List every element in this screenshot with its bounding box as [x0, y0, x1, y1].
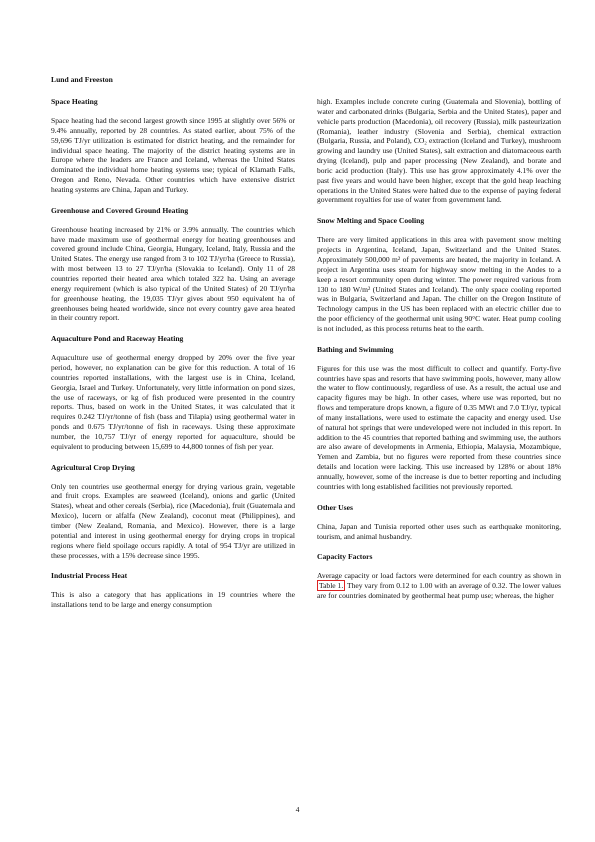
running-head: Lund and Freeston — [51, 75, 113, 84]
text-span: Average capacity or load factors were determined for each country as shown in — [317, 571, 561, 581]
section-aquaculture — [51, 334, 295, 451]
paragraph: There are very limited applications in this area with pavement snow melting projects in Argentina, Iceland, Japan, Switzerland and the United States. Approximately 500,000 m² of pavements are heated, the majority in Iceland. A project in Argentina uses steam for highway snow melting in the Andes to a keep a resort community open during winter. The power required various from 130 to 180 W/m² (United States and Iceland). The only space cooling reported was in Bulgaria, Switzerland and Japan. The chiller on the Oregon Institute of Technology campus in the US has been replaced with an electric chiller due to the poor efficiency of the geothermal unit using 90°C water. Heat pump cooling is not included, as this process returns heat to the earth. — [317, 235, 561, 333]
section-heading: Greenhouse and Covered Ground Heating — [51, 205, 189, 215]
section-heading: Capacity Factors — [317, 552, 373, 562]
section-snow-melting — [317, 216, 561, 333]
section-greenhouse-heating — [51, 206, 295, 323]
section-other-uses — [317, 503, 561, 542]
paragraph: Greenhouse heating increased by 21% or 3.9% annually. The countries which have made maximum use of geothermal energy for heating greenhouses and covered ground include China, Georgia, Hungary, Iceland, Italy, Russia and the United States. The energy use ranged from 3 to 102 TJ/yr/ha (Greece to Russia), with most between 13 to 27 TJ/yr/ha (Slovakia to Iceland). Only 11 of 28 countries reported their heated area which totaled 322 ha. Using an average energy requirement (which is also typical of the United States) of 20 TJ/yr/ha for greenhouse heating, the 19,035 TJ/yr gives about 950 equivalent ha of greenhouses being heated worldwide, since not every country gave area heated in their country report. — [51, 224, 295, 323]
section-bathing-swimming — [317, 345, 561, 492]
paragraph-continuation: high. Examples include concrete curing (Guatemala and Slovenia), bottling of water and carbonated drinks (Bulgaria, Serbia and the United States), paper and vehicle parts production (Macedonia), oil recovery (Russia), milk pasteurization (Romania), leather industry (Slovenia and Serbia), chemical extraction (Bulgaria, Russia, and Poland), CO₂ extraction (Iceland and Turkey), mushroom growing and laundry use (United States), salt extraction and diatomaceous earth drying (Iceland), pulp and paper processing (New Zealand), and borate and boric acid production (Italy). This use has grow approximately 4.1% over the past five years and would have been higher, except that the gold heap leaching operations in the United States were halted due to the expense of paying federal government royalties for use of water from government land. — [317, 97, 561, 205]
text-span: They vary from 0.12 to 1.00 with an average of 0.32. The lower values are for countries dominated by geothermal heat pump use; whereas, the higher — [317, 581, 561, 601]
section-capacity-factors — [317, 552, 561, 601]
section-heading: Snow Melting and Space Cooling — [317, 216, 425, 226]
paragraph: This is also a category that has applications in 19 countries where the installations tend to be large and energy consumption — [51, 590, 295, 610]
paragraph: China, Japan and Tunisia reported other uses such as earthquake monitoring, tourism, and animal husbandry. — [317, 521, 561, 541]
section-crop-drying — [51, 463, 295, 561]
section-heading: Bathing and Swimming — [317, 344, 394, 354]
table-1-link[interactable]: Table 1. — [319, 581, 344, 591]
paragraph: Space heating had the second largest growth since 1995 at slightly over 56% or 9.4% annually, reported by 28 countries. As stated earlier, about 75% of the 59,696 TJ/yr utilization is estimated for district heating, and the remainder for individual space heating. The majority of the district heating systems are in Europe where the leaders are France and Iceland, whereas the United States dominated the individual home heating systems use; typical of Klamath Falls, Oregon and Reno, Nevada. Other countries which have extensive district heating systems are China, Japan and Turkey. — [51, 116, 295, 194]
section-industrial-process-heat — [51, 571, 295, 610]
paragraph: Figures for this use was the most difficult to collect and quantify. Forty-five countries have spas and resorts that have swimming pools, however, many allow the water to flow continuously, regardless of use. As a result, the actual use and capacity figures may be high. In other cases, where use was reported, but no flows and temperature drops known, a figure of 0.35 MWt and 7.0 TJ/yr, typical of many installations, were used to estimate the capacity and energy used. Use of natural hot springs that were undeveloped were not included in this report. In addition to the 45 countries that reported bathing and swimming use, the authors are also aware of developments in Armenia, Ethiopia, Malaysia, Mozambique, Yemen and Zambia, but no figures were reported from these countries since details and location were lacking. This use increased by 128% or about 18% annually, however, some of the increase is due to better reporting and including countries with long established facilities not previously reported. — [317, 363, 561, 491]
page-number: 4 — [295, 805, 300, 814]
section-heading: Industrial Process Heat — [51, 571, 128, 581]
paragraph — [317, 571, 561, 601]
section-heading: Other Uses — [317, 502, 353, 512]
paragraph: Only ten countries use geothermal energy for drying various grain, vegetable and fruit crops. Examples are seaweed (Iceland), onions and garlic (United States), wheat and other cereals (Serbia), rice (Macedonia), fruit (Guatemala and Mexico), lucern or alfalfa (New Zealand), coconut meat (Philippines), and timber (New Zealand, Romania, and Mexico). However, there is a large potential and interest in using geothermal energy for drying crops in tropical regions where field spoilage occurs rapidly. A total of 954 TJ/yr are utilized in these processes, with a 15% decrease since 1995. — [51, 481, 295, 560]
paragraph: Aquaculture use of geothermal energy dropped by 20% over the five year period, however, no explanation can be give for this reduction. A total of 16 countries reported installations, with the largest use is in China, Iceland, Georgia, Israel and Turkey. Unfortunately, very little information on pond sizes, the use of raceways, or kg of fish produced were presented in the country reports. Thus, based on work in the United States, it was calculated that it requires 0.242 TJ/yr/tonne of fish (bass and Tilapia) using geothermal water in ponds and 0.675 TJ/yr/tonne of fish in raceways. Using these approximate number, the 10,757 TJ/yr of energy reported for aquaculture, should be equivalent to producing between 15,699 to 44,800 tonnes of fish per year. — [51, 353, 295, 451]
section-heading: Aquaculture Pond and Raceway Heating — [51, 334, 184, 344]
left-column — [51, 97, 295, 621]
section-heading: Agricultural Crop Drying — [51, 462, 135, 472]
section-heading: Space Heating — [51, 97, 98, 106]
right-column — [317, 97, 561, 612]
section-space-heating — [51, 97, 295, 195]
